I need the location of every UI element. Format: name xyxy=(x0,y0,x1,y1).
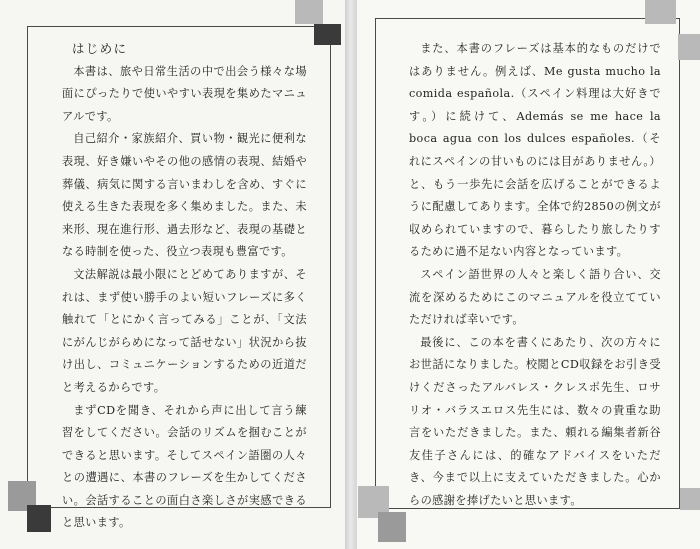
decor-square-bottom-right-light xyxy=(680,488,700,510)
intro-paragraph-1: 本書は、旅や日常生活の中で出会う様々な場面にぴったりで使いやすい表現を集めたマニュアルです。 xyxy=(62,64,307,123)
intro-paragraph-4: まずCDを聞き、それから声に出して言う練習をしてください。会話のリズムを掴むことができると思います。そしてスペイン語圏の人々との遭遇に、本書のフレーズを生かしてください。会話することの面白さ楽しさが実感できると思います。 xyxy=(62,403,307,530)
left-page xyxy=(0,0,349,549)
right-page-text xyxy=(409,38,661,512)
intro-paragraph-3: 文法解説は最小限にとどめてありますが、それは、まず使い勝手のよい短いフレーズに多く触れて「とにかく言ってみる」ことが、「文法にがんじがらめになって話せない」状況から抜け出し、コミュニケーションするための近道だと考えるからです。 xyxy=(62,267,307,394)
decor-square-top-right-light xyxy=(645,0,676,24)
right-page xyxy=(353,0,700,549)
decor-square-bottom-left-dark xyxy=(27,505,51,532)
left-page-text xyxy=(62,38,307,535)
decor-square-top-right-light xyxy=(295,0,323,24)
intro-paragraph-2: 自己紹介・家族紹介、買い物・観光に便利な表現、好き嫌いやその他の感情の表現、結婚や葬儀、病気に関する言いまわしを含め、すぐに使える生きた表現を多く集めました。また、未来形、現在進行形、過去形など、表現の基礎となる時制を使った、役立つ表現も豊富です。 xyxy=(62,132,307,259)
decor-square-top-right-dark xyxy=(314,24,341,45)
intro-paragraph-7: 最後に、この本を書くにあたり、次の方々にお世話になりました。校閲とCD収録をお引き受けくださったアルバレス・クレスポ先生、ロサリオ・バラスエロス先生には、数々の貴重な助言をいただきました。また、頼れる編集者新谷友佳子さんには、的確なアドバイスをいただき、今まで以上に支えていただきました。心からの感謝を捧げたいと思います。 xyxy=(409,335,661,507)
intro-paragraph-6: スペイン語世界の人々と楽しく語り合い、交流を深めるためにこのマニュアルを役立てていただければ幸いです。 xyxy=(409,267,661,327)
book-gutter xyxy=(345,0,357,549)
page-heading: はじめに xyxy=(72,41,128,56)
decor-square-top-right-side xyxy=(678,34,700,60)
decor-square-bottom-left-dark xyxy=(378,512,406,542)
intro-paragraph-5: また、本書のフレーズは基本的なものだけではありません。例えば、Me gusta mucho la comida española.（スペイン料理は大好きです。）に続けて、Además se me hace la boca agua con los dulces españoles.（それにスペインの甘いものには目がありません。）と、もう一歩先に会話を広げることができるように配慮してあります。全体で約2850の例文が収められていますので、暮らしたり旅したりするために過不足ない内容となっています。 xyxy=(409,42,661,259)
